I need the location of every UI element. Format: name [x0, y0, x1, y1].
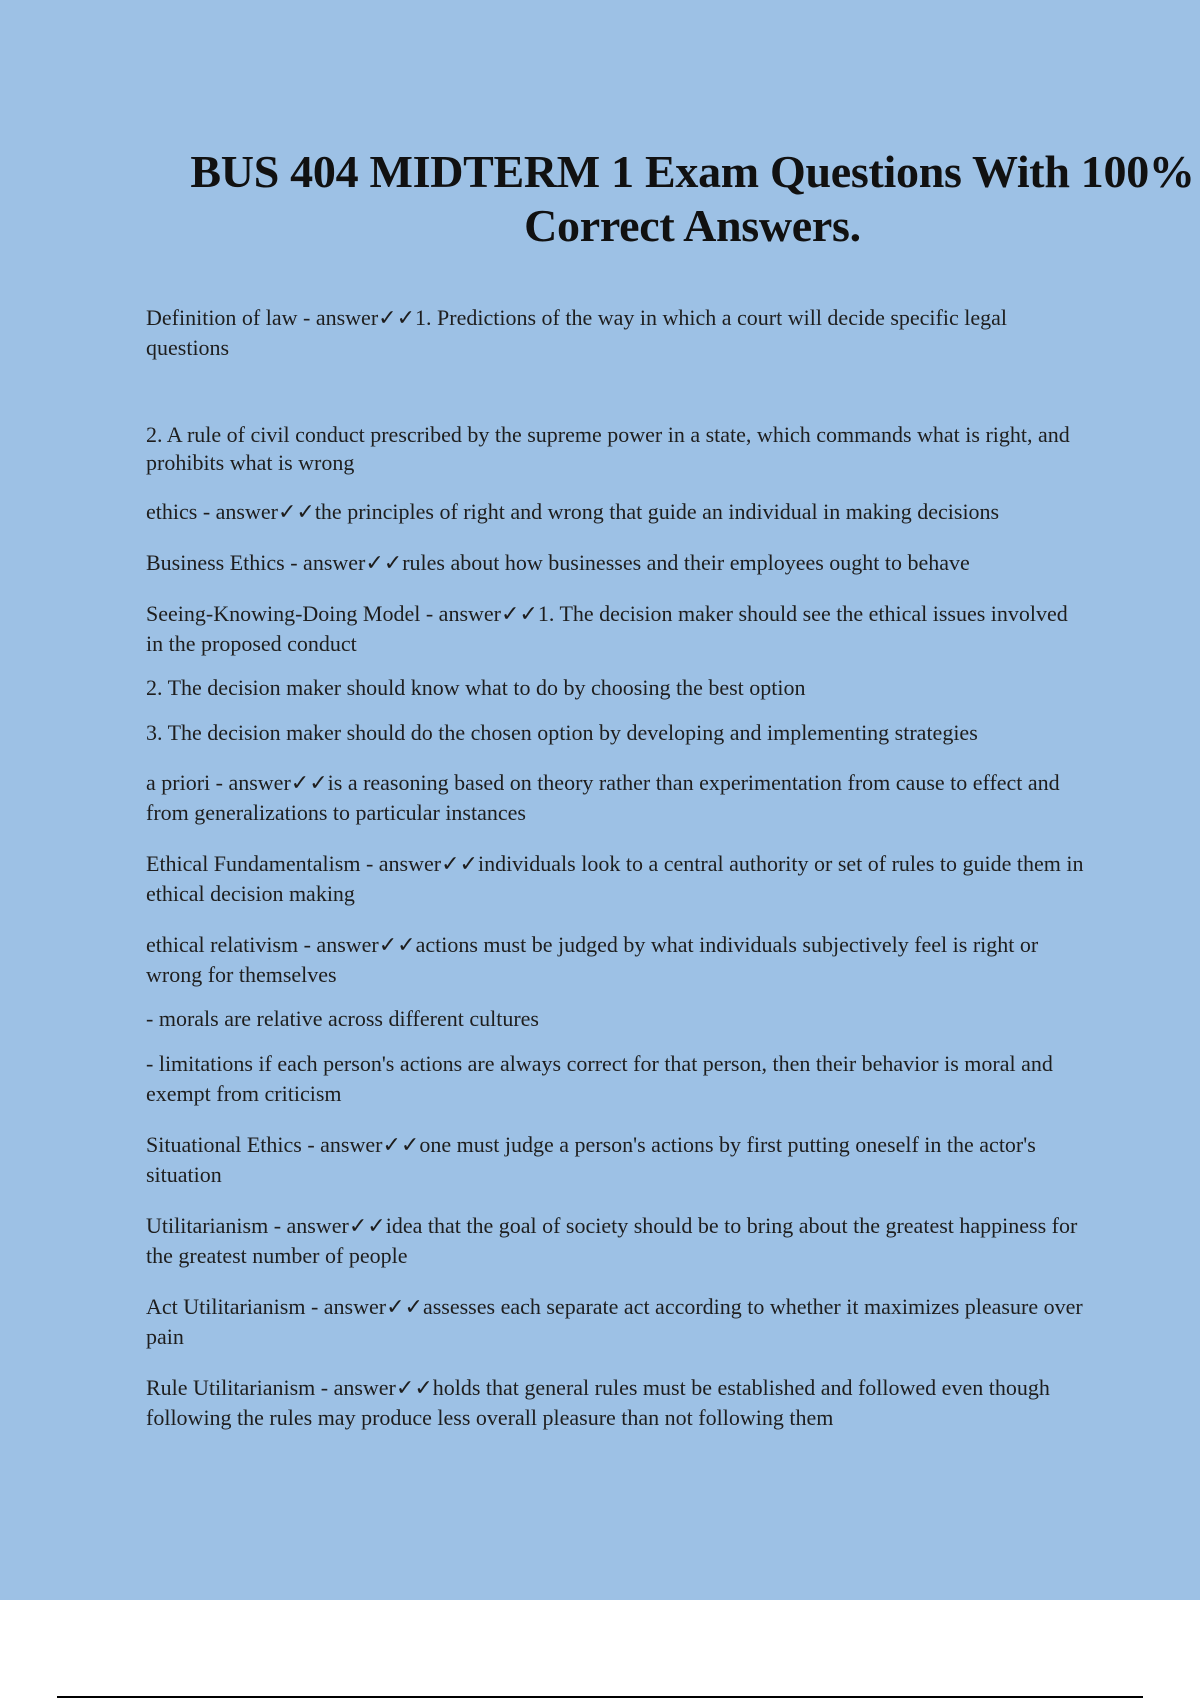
document-body — [146, 303, 1086, 1433]
entry-ethical-relativism: ethical relativism - answer✓✓actions must be judged by what individuals subjectively feel is right or wrong for themselves — [146, 932, 1039, 987]
entry-ethics: ethics - answer✓✓the principles of right and wrong that guide an individual in making decisions — [146, 499, 1000, 524]
entry-a-priori: a priori - answer✓✓is a reasoning based on theory rather than experimentation from cause to effect and from generalizations to particular instances — [146, 770, 1060, 825]
entry-rule-utilitarianism: Rule Utilitarianism - answer✓✓holds that general rules must be established and followed even though following the rules may produce less overall pleasure than not following them — [146, 1375, 1050, 1430]
entry-relativism-note-2: - limitations if each person's actions are always correct for that person, then their behavior is moral and exempt from criticism — [146, 1051, 1053, 1106]
page-footer-rule — [57, 1696, 1143, 1698]
document-title: BUS 404 MIDTERM 1 Exam Questions With 100% Correct Answers. — [190, 146, 1195, 251]
entry-business-ethics: Business Ethics - answer✓✓rules about how businesses and their employees ought to behave — [146, 550, 970, 575]
entry-ethical-fundamentalism: Ethical Fundamentalism - answer✓✓individuals look to a central authority or set of rules to guide them in ethical decision making — [146, 851, 1084, 906]
entry-model-step-2: 2. The decision maker should know what to do by choosing the best option — [146, 675, 806, 700]
entry-act-utilitarianism: Act Utilitarianism - answer✓✓assesses each separate act according to whether it maximizes pleasure over pain — [146, 1294, 1083, 1349]
entry-situational-ethics: Situational Ethics - answer✓✓one must judge a person's actions by first putting oneself in the actor's situation — [146, 1132, 1036, 1187]
entry-utilitarianism: Utilitarianism - answer✓✓idea that the goal of society should be to bring about the greatest happiness for the greatest number of people — [146, 1213, 1078, 1268]
entry-definition-of-law: Definition of law - answer✓✓1. Predictions of the way in which a court will decide specific legal questions — [146, 305, 1007, 360]
entry-model-step-3: 3. The decision maker should do the chosen option by developing and implementing strategies — [146, 720, 978, 745]
entry-relativism-note-1: - morals are relative across different cultures — [146, 1006, 539, 1031]
entry-law-rule-of-civil-conduct: 2. A rule of civil conduct prescribed by the supreme power in a state, which commands what is right, and prohibits what is wrong — [146, 422, 1070, 475]
entry-seeing-knowing-doing-model: Seeing-Knowing-Doing Model - answer✓✓1. The decision maker should see the ethical issues involved in the proposed conduct — [146, 601, 1068, 656]
